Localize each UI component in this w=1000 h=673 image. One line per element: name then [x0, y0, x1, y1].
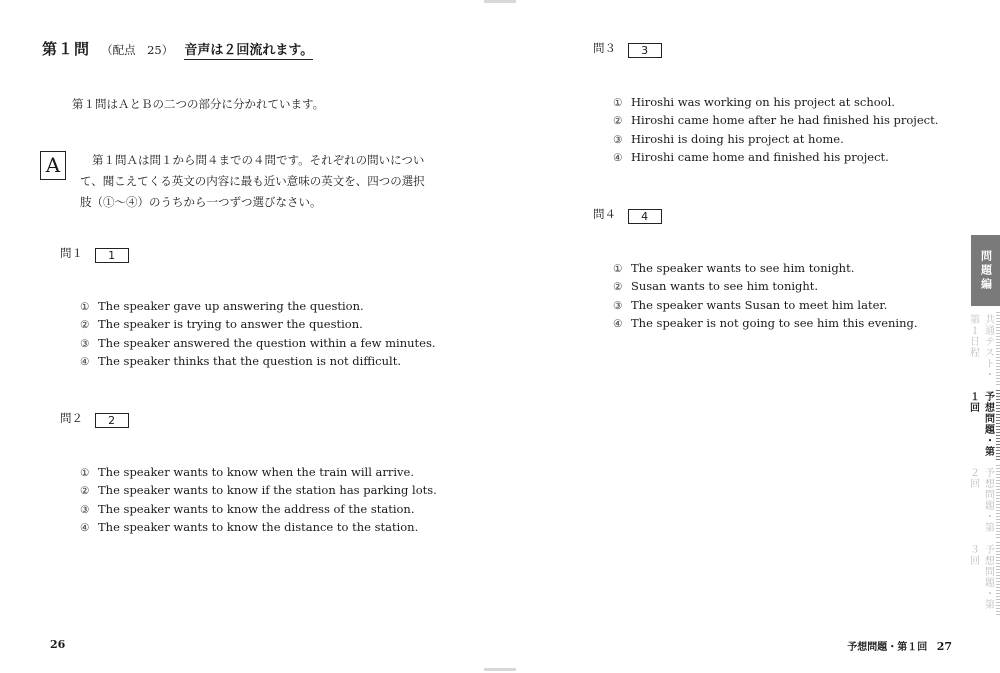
choice-item — [613, 93, 938, 111]
choice-number: ④ — [80, 356, 90, 369]
question-number: 問３ — [593, 41, 616, 55]
tab-label: 予想問題・第３回 — [966, 541, 996, 615]
page-number-left: 26 — [50, 638, 66, 651]
question-3-label — [593, 40, 662, 58]
choice-number: ② — [613, 281, 623, 294]
choice-text: Hiroshi is doing his project at home. — [631, 131, 844, 146]
choice-item — [80, 500, 437, 518]
answer-box: 4 — [628, 209, 662, 224]
choice-number: ① — [613, 263, 623, 275]
choice-item — [80, 315, 436, 333]
tab-label: 予想問題・第１回 — [966, 388, 996, 460]
question-4-label — [593, 206, 662, 224]
answer-box: 1 — [95, 248, 129, 263]
choice-item — [80, 297, 436, 315]
choice-number: ② — [80, 485, 90, 498]
choice-item — [80, 463, 437, 481]
tab-common-test-day1[interactable] — [967, 311, 1000, 385]
choice-text: Hiroshi came home after he had finished his project. — [631, 113, 939, 128]
choice-text: The speaker wants to know if the station has parking lots. — [98, 483, 437, 498]
question-number: 問１ — [60, 246, 83, 260]
choice-text: The speaker wants to see him tonight. — [631, 261, 855, 275]
question-2-choices — [80, 463, 437, 537]
choice-text: Hiroshi was working on his project at school. — [631, 95, 895, 109]
choice-item — [613, 259, 918, 277]
choice-text: The speaker gave up answering the question. — [98, 299, 364, 313]
choice-number: ③ — [80, 337, 90, 350]
page-footer-right — [847, 638, 952, 653]
tab-practice-3[interactable] — [967, 541, 1000, 615]
part-instruction: 第１問Ａは問１から問４までの４問です。それぞれの問いについて、聞こえてくる英文の内容に最も近い意味の英文を、四つの選択肢（①～④）のうちから一つずつ選びなさい。 — [80, 153, 425, 209]
section-points: （配点 25） — [101, 43, 174, 57]
tab-label: 問題編 — [979, 249, 993, 292]
right-page — [500, 0, 1000, 673]
choice-number: ② — [80, 319, 90, 332]
choice-item — [613, 296, 918, 314]
choice-text: The speaker answered the question within a few minutes. — [98, 335, 436, 350]
choice-number: ③ — [80, 503, 90, 516]
choice-text: Hiroshi came home and finished his project. — [631, 150, 889, 165]
choice-text: The speaker wants to know the distance to the station. — [98, 520, 419, 535]
choice-item — [80, 481, 437, 499]
question-1-label — [60, 245, 129, 263]
running-footer: 予想問題・第１回 — [847, 642, 928, 653]
choice-item — [80, 518, 437, 536]
question-number: 問４ — [593, 207, 616, 221]
choice-item — [80, 352, 436, 370]
choice-text: The speaker wants Susan to meet him later. — [631, 297, 888, 312]
question-3-choices — [613, 93, 938, 167]
choice-item — [613, 130, 938, 148]
choice-item — [613, 111, 938, 129]
tab-practice-2[interactable] — [967, 464, 1000, 538]
choice-item — [80, 334, 436, 352]
answer-box: 2 — [95, 413, 129, 428]
question-4-choices — [613, 259, 918, 333]
choice-text: The speaker is not going to see him this evening. — [631, 316, 918, 331]
question-number: 問２ — [60, 411, 83, 425]
tab-practice-1[interactable] — [967, 388, 1000, 460]
choice-number: ④ — [613, 318, 623, 331]
choice-number: ① — [80, 467, 90, 479]
choice-number: ④ — [613, 152, 623, 165]
tab-label: 共通テスト・第１日程 — [966, 311, 996, 385]
question-2-label — [60, 410, 129, 428]
page-number-right: 27 — [936, 640, 952, 653]
choice-number: ① — [80, 301, 90, 313]
choice-text: The speaker wants to know when the train will arrive. — [98, 465, 415, 479]
choice-text: Susan wants to see him tonight. — [631, 279, 819, 294]
choice-number: ② — [613, 115, 623, 128]
choice-text: The speaker is trying to answer the question. — [98, 317, 363, 332]
tab-problem-section[interactable] — [971, 235, 1000, 306]
answer-box: 3 — [628, 43, 662, 58]
tab-label: 予想問題・第２回 — [966, 464, 996, 538]
section-title: 第１問 — [42, 40, 91, 58]
choice-text: The speaker thinks that the question is not difficult. — [98, 354, 401, 369]
section-heading — [42, 38, 313, 59]
choice-number: ① — [613, 97, 623, 109]
choice-item — [613, 314, 918, 332]
choice-number: ④ — [80, 522, 90, 535]
choice-number: ③ — [613, 299, 623, 312]
question-1-choices — [80, 297, 436, 371]
choice-number: ③ — [613, 133, 623, 146]
audio-note: 音声は２回流れます。 — [184, 43, 314, 58]
part-label-box: A — [40, 151, 66, 180]
choice-text: The speaker wants to know the address of the station. — [98, 501, 415, 516]
choice-item — [613, 148, 938, 166]
section-intro: 第１問はＡとＢの二つの部分に分かれています。 — [72, 97, 325, 111]
choice-item — [613, 277, 918, 295]
